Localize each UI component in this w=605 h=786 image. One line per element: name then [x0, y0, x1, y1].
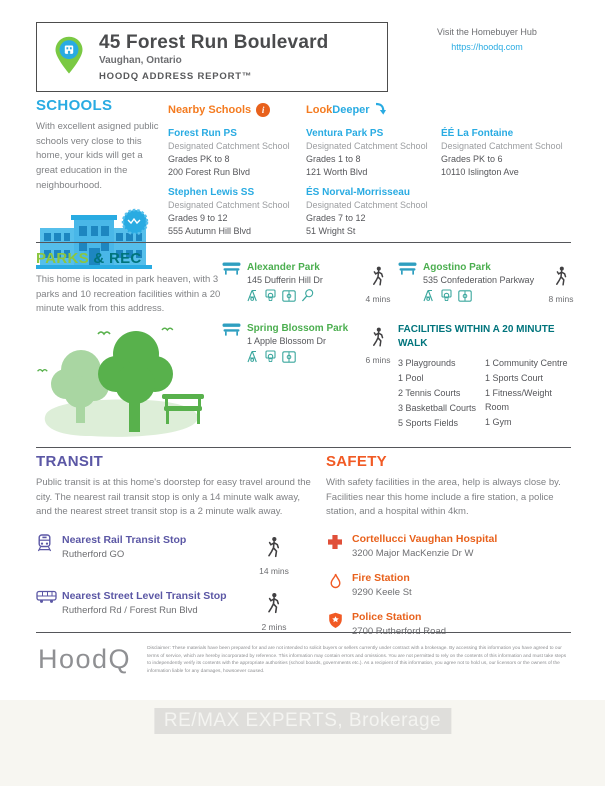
stop-name: Rutherford GO	[62, 549, 125, 561]
flame-icon	[326, 572, 344, 598]
homebuyer-hub-text: Visit the Homebuyer Hub	[437, 27, 537, 37]
walking-person-icon	[371, 266, 386, 292]
safety-name: Fire Station	[352, 572, 410, 585]
park-name: Spring Blossom Park	[247, 323, 349, 334]
sports-field-icon	[458, 289, 472, 307]
bench-icon	[222, 323, 241, 432]
facilities-heading: FACILITIES WITHIN A 20 MINUTE WALK	[398, 324, 555, 349]
map-pin-icon	[47, 35, 91, 79]
tennis-icon	[301, 289, 314, 307]
hoodq-logo: HoodQ	[38, 644, 132, 674]
school-grades: Grades PK to 6	[441, 154, 503, 164]
safety-item	[326, 572, 576, 598]
footer-divider	[36, 632, 571, 633]
school-name: Stephen Lewis SS	[168, 187, 255, 199]
playground-icon	[247, 350, 259, 368]
basketball-icon	[264, 289, 277, 307]
nearby-schools-label: Nearby Schools	[168, 104, 252, 116]
park-name: Alexander Park	[247, 262, 320, 273]
transit-stop	[36, 590, 312, 632]
page-title: 45 Forest Run Boulevard	[99, 32, 329, 53]
safety-name: Cortellucci Vaughan Hospital	[352, 533, 498, 546]
train-icon	[36, 534, 62, 576]
safety-address: 3200 Major MacKenzie Dr W	[352, 548, 474, 560]
walking-person-icon	[371, 327, 386, 353]
safety-address: 9290 Keele St	[352, 587, 412, 599]
police-shield-icon	[326, 611, 344, 637]
safety-heading: SAFETY	[326, 453, 387, 470]
parks-heading: PARKS	[36, 250, 89, 267]
hospital-cross-icon	[326, 533, 344, 559]
school-type: Designated Catchment School	[441, 141, 563, 151]
school-grades: Grades 7 to 12	[306, 213, 366, 224]
safety-item	[326, 611, 576, 637]
school-type: Designated Catchment School	[168, 141, 290, 151]
walk-time: 4 mins	[358, 266, 398, 307]
stop-name: Rutherford Rd / Forest Run Blvd	[62, 605, 198, 617]
park-address: 145 Dufferin Hill Dr	[247, 275, 323, 285]
basketball-icon	[264, 350, 277, 368]
safety-section	[326, 453, 576, 637]
section-divider	[36, 447, 571, 448]
park-item	[222, 323, 358, 432]
school-item	[306, 128, 441, 179]
lookdeeper-label: Look	[306, 104, 333, 116]
facilities-column-2: 1 Community Centre 1 Sports Court 1 Fitness/Weight Room 1 Gym	[485, 358, 568, 427]
schools-section: SCHOOLS With excellent asigned public schools very close to this home, your kids will get a great education in the neighbourhood. Nearby Schools i Forest Run PS Designated Catchment School Grades PK to 8 200 Forest Run Blvd Stephen Lewis SS Designated Catchment School Grades 9 to 12 555 Autumn Hill Blvd LookDeeper Ventura Park PS Designated Catchment School Grades 1 to 8 121 Worth Blvd ÉS Norval-Morrisseau Designated Catchment School Grades 7 to 12 51 Wright St ÉÉ La Fontaine Designated Catchment School Grades PK to 6 10110 Islington Ave	[36, 97, 576, 275]
school-grades: Grades 9 to 12	[168, 213, 228, 224]
look-deeper-arrow-icon	[375, 102, 386, 118]
playground-icon	[423, 289, 435, 307]
safety-item	[326, 533, 576, 559]
basketball-icon	[440, 289, 453, 307]
school-item	[168, 187, 306, 238]
school-address: 200 Forest Run Blvd	[168, 167, 251, 178]
report-label: HOODQ ADDRESS REPORT™	[99, 71, 253, 82]
disclaimer-text: Disclaimer: These materials have been prepared for and are not intended to solicit buyers or sellers currently under contract with a brokerage. By accessing this information you have agreed to our terms of service, which are hereby incorporated by reference. This information may contain errors and omissions. You are not permitted to rely on the contents of this information and must take steps to independently verify its contents with the appropriate authorities (school boards, governments etc.). As a recipient of this information, you agree not to hold us, our licensors or the owners of the information liable for any damages, howsoever caused.	[147, 646, 567, 675]
section-divider	[36, 242, 571, 243]
walking-person-icon	[266, 592, 282, 620]
walk-time: 8 mins	[546, 266, 576, 307]
bench-icon	[398, 262, 417, 307]
walk-time: 14 mins	[244, 536, 304, 576]
school-address: 121 Worth Blvd	[306, 167, 368, 178]
school-name: Ventura Park PS	[306, 128, 384, 139]
header-address-box	[36, 22, 388, 92]
park-item	[222, 262, 358, 307]
school-item	[168, 128, 306, 179]
transit-section	[36, 453, 312, 632]
park-item	[398, 262, 546, 307]
school-type: Designated Catchment School	[168, 200, 290, 211]
facilities-block	[398, 323, 576, 432]
walking-person-icon	[266, 536, 282, 564]
walk-time: 6 mins	[358, 327, 398, 432]
sports-field-icon	[282, 350, 296, 368]
footer	[38, 642, 571, 676]
transit-description: Public transit is at this home's doorstep for easy travel around the city. The nearest rail transit stop is only a 14 minute walk away, and the nearest street transit stop is a 2 minute walk away.	[36, 477, 311, 518]
park-illustration	[36, 312, 208, 445]
bus-icon	[36, 590, 62, 632]
info-icon: i	[256, 103, 270, 117]
sports-field-icon	[282, 289, 296, 307]
bench-icon	[222, 262, 241, 307]
school-item	[306, 187, 441, 238]
safety-name: Police Station	[352, 611, 422, 624]
brokerage-watermark: RE/MAX EXPERTS, Brokerage	[154, 708, 451, 734]
hoodq-url-link[interactable]: https://hoodq.com	[451, 42, 523, 52]
park-address: 1 Apple Blossom Dr	[247, 336, 327, 346]
transit-stop	[36, 534, 312, 576]
walk-time: 2 mins	[244, 592, 304, 632]
school-address: 10110 Islington Ave	[441, 167, 519, 178]
schools-description: With excellent asigned public schools very close to this home, your kids will get a great education in the neighbourhood.	[36, 121, 159, 191]
school-name: ÉS Norval-Morrisseau	[306, 187, 410, 199]
school-grades: Grades PK to 8	[168, 154, 230, 164]
parks-description: This home is located in park heaven, with 3 parks and 10 recreation facilities within a 20 minute walk from this address.	[36, 274, 221, 315]
schools-heading: SCHOOLS	[36, 97, 113, 114]
page-subtitle: Vaughan, Ontario	[99, 55, 182, 66]
park-address: 535 Confederation Parkway	[423, 275, 535, 285]
school-item	[441, 128, 576, 179]
school-name: ÉÉ La Fontaine	[441, 128, 514, 139]
safety-description: With safety facilities in the area, help is always close by. Facilities near this home include a fire station, a police station, and a hospital within 4km.	[326, 477, 561, 518]
school-type: Designated Catchment School	[306, 141, 428, 151]
school-address: 51 Wright St	[306, 226, 356, 237]
stop-label: Nearest Street Level Transit Stop	[62, 590, 227, 603]
playground-icon	[247, 289, 259, 307]
school-address: 555 Autumn Hill Blvd	[168, 226, 252, 237]
transit-heading: TRANSIT	[36, 453, 104, 470]
school-grades: Grades 1 to 8	[306, 154, 361, 164]
school-name: Forest Run PS	[168, 128, 237, 139]
walking-person-icon	[554, 266, 569, 292]
facilities-column-1: 3 Playgrounds 1 Pool 2 Tennis Courts 3 Basketball Courts 5 Sports Fields	[398, 358, 477, 428]
stop-label: Nearest Rail Transit Stop	[62, 534, 187, 547]
park-name: Agostino Park	[423, 262, 491, 273]
safety-address: 2700 Rutherford Road	[352, 626, 447, 638]
parks-section: PARKS & REC This home is located in park heaven, with 3 parks and 10 recreation facilities within a 20 minute walk from this address. Alexander Park 145 Dufferin Hill Dr 4 mins Agostino Park 535 Confederation Parkway 8 mins Spring Blossom Park 1 Apple Blossom Dr 6 mins FACILITIES WITHIN A 20 MINUTE WALK 3 Playgrounds 1 Pool 2 Tennis Courts 3 Basketball Courts 5 Sports Fields 1 Community Centre 1 Sports Court 1 Fitness/Weight Room 1 Gym	[36, 250, 576, 317]
school-type: Designated Catchment School	[306, 200, 428, 211]
